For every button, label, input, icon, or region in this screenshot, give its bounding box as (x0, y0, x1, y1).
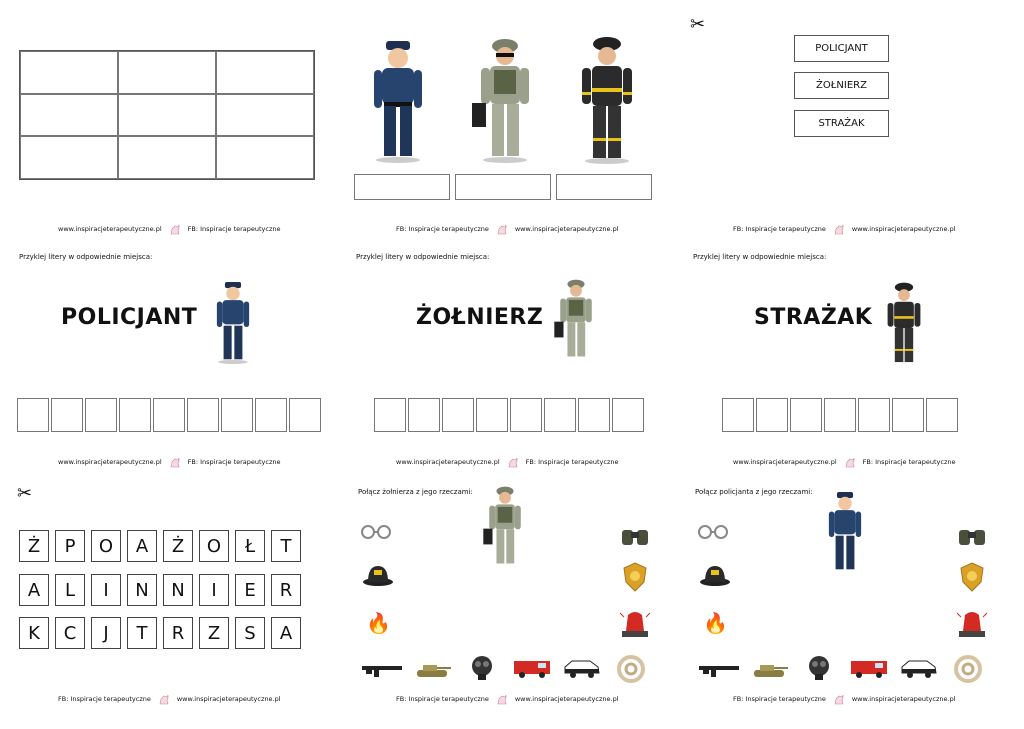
footer-fb: FB: Inspiracje terapeutyczne (187, 225, 281, 233)
unicorn-icon (832, 692, 846, 706)
scissors-icon: ✂ (17, 483, 33, 504)
letter-slots-soldier[interactable] (374, 398, 646, 432)
fire-truck-icon (512, 657, 552, 679)
fire-hose-icon (616, 655, 646, 683)
letter-tile[interactable]: Z (199, 617, 229, 649)
fire-helmet-icon (362, 562, 394, 588)
letter-tile[interactable]: Ż (163, 530, 193, 562)
fire-truck-icon (849, 657, 889, 679)
big-word-firefighter: STRAŻAK (754, 305, 873, 330)
siren-light-icon (618, 605, 652, 639)
instruction-text: Połącz żołnierza z jego rzeczami: (358, 488, 473, 496)
gas-mask-icon (805, 654, 833, 682)
letter-slots-police[interactable] (17, 398, 323, 432)
letter-row-3 (19, 617, 307, 649)
footer-site: www.inspiracjeterapeutyczne.pl (733, 458, 837, 466)
tank-icon (750, 660, 790, 680)
scissors-icon: ✂ (690, 14, 706, 35)
footer (733, 692, 956, 706)
letter-tile[interactable]: O (199, 530, 229, 562)
fire-helmet-icon (699, 562, 731, 588)
letter-tile[interactable]: A (127, 530, 157, 562)
instruction-text: Przyklej litery w odpowiednie miejsca: (19, 253, 153, 261)
soldier-figure-large (470, 38, 540, 163)
letter-tile[interactable]: Ż (19, 530, 49, 562)
letter-row-1 (19, 530, 307, 562)
soldier-figure-matching (482, 485, 528, 569)
police-badge-icon (959, 562, 985, 592)
footer (58, 455, 281, 469)
police-figure-matching (822, 490, 868, 574)
footer-site: www.inspiracjeterapeutyczne.pl (58, 458, 162, 466)
footer-site: www.inspiracjeterapeutyczne.pl (514, 695, 619, 703)
soldier-figure-small (553, 278, 599, 362)
letter-tile[interactable]: K (19, 617, 49, 649)
letter-tile[interactable]: J (91, 617, 121, 649)
firefighter-figure-large (572, 36, 642, 164)
letter-tile[interactable]: I (199, 574, 229, 606)
letter-tile[interactable]: R (271, 574, 301, 606)
footer-fb: FB: Inspiracje terapeutyczne (396, 225, 489, 233)
label-box-police[interactable] (354, 174, 450, 200)
fire-icon: 🔥 (366, 611, 391, 635)
letter-tile[interactable]: R (163, 617, 193, 649)
siren-light-icon (955, 605, 989, 639)
label-box-soldier[interactable] (455, 174, 551, 200)
footer (396, 455, 619, 469)
footer-site: www.inspiracjeterapeutyczne.pl (851, 695, 956, 703)
instruction-text: Przyklej litery w odpowiednie miejsca: (693, 253, 827, 261)
footer-fb: FB: Inspiracje terapeutyczne (58, 695, 151, 703)
handcuffs-icon (697, 522, 729, 542)
big-word-soldier: ŻOŁNIERZ (416, 305, 544, 330)
unicorn-icon (168, 455, 182, 469)
footer-site: www.inspiracjeterapeutyczne.pl (396, 458, 500, 466)
footer (58, 222, 281, 236)
letter-tile[interactable]: O (91, 530, 121, 562)
unicorn-icon (168, 222, 182, 236)
word-card-soldier: ŻOŁNIERZ (794, 72, 889, 99)
unicorn-icon (506, 455, 520, 469)
letter-tile[interactable]: T (127, 617, 157, 649)
police-figure-small (210, 280, 256, 364)
letter-tile[interactable]: N (127, 574, 157, 606)
instruction-text: Połącz policjanta z jego rzeczami: (695, 488, 813, 496)
unicorn-icon (495, 692, 509, 706)
rifle-icon (360, 660, 404, 678)
footer-site: www.inspiracjeterapeutyczne.pl (176, 695, 281, 703)
unicorn-icon (157, 692, 171, 706)
fire-hose-icon (953, 655, 983, 683)
footer (396, 222, 619, 236)
police-car-icon (899, 657, 939, 679)
footer-fb: FB: Inspiracje terapeutyczne (733, 695, 826, 703)
letter-tile[interactable]: A (19, 574, 49, 606)
binoculars-icon (620, 524, 650, 546)
unicorn-icon (832, 222, 846, 236)
footer (733, 455, 956, 469)
letter-tile[interactable]: C (55, 617, 85, 649)
police-car-icon (562, 657, 602, 679)
firefighter-figure-small (881, 282, 927, 366)
footer (396, 692, 619, 706)
letter-tile[interactable]: E (235, 574, 265, 606)
police-badge-icon (622, 562, 648, 592)
footer-fb: FB: Inspiracje terapeutyczne (187, 458, 281, 466)
footer-fb: FB: Inspiracje terapeutyczne (525, 458, 619, 466)
fire-icon: 🔥 (703, 611, 728, 635)
footer-site: www.inspiracjeterapeutyczne.pl (851, 225, 956, 233)
word-card-police: POLICJANT (794, 35, 889, 62)
footer (58, 692, 281, 706)
letter-row-2 (19, 574, 307, 606)
word-card-firefighter: STRAŻAK (794, 110, 889, 137)
letter-slots-firefighter[interactable] (722, 398, 960, 432)
letter-tile[interactable]: L (55, 574, 85, 606)
footer-site: www.inspiracjeterapeutyczne.pl (514, 225, 619, 233)
police-figure-large (368, 38, 428, 163)
letter-tile[interactable]: I (91, 574, 121, 606)
unicorn-icon (843, 455, 857, 469)
rifle-icon (697, 660, 741, 678)
letter-tile[interactable]: A (271, 617, 301, 649)
tank-icon (413, 660, 453, 680)
label-box-firefighter[interactable] (556, 174, 652, 200)
instruction-text: Przyklej litery w odpowiednie miejsca: (356, 253, 490, 261)
footer-fb: FB: Inspiracje terapeutyczne (862, 458, 956, 466)
footer-site: www.inspiracjeterapeutyczne.pl (58, 225, 162, 233)
footer-fb: FB: Inspiracje terapeutyczne (733, 225, 826, 233)
puzzle-grid (19, 50, 315, 180)
letter-tile[interactable]: N (163, 574, 193, 606)
gas-mask-icon (468, 654, 496, 682)
footer-fb: FB: Inspiracje terapeutyczne (396, 695, 489, 703)
handcuffs-icon (360, 522, 392, 542)
big-word-police: POLICJANT (61, 305, 198, 330)
binoculars-icon (957, 524, 987, 546)
letter-tile[interactable]: P (55, 530, 85, 562)
letter-tile[interactable]: S (235, 617, 265, 649)
letter-tile[interactable]: T (271, 530, 301, 562)
letter-tile[interactable]: Ł (235, 530, 265, 562)
unicorn-icon (495, 222, 509, 236)
footer (733, 222, 956, 236)
